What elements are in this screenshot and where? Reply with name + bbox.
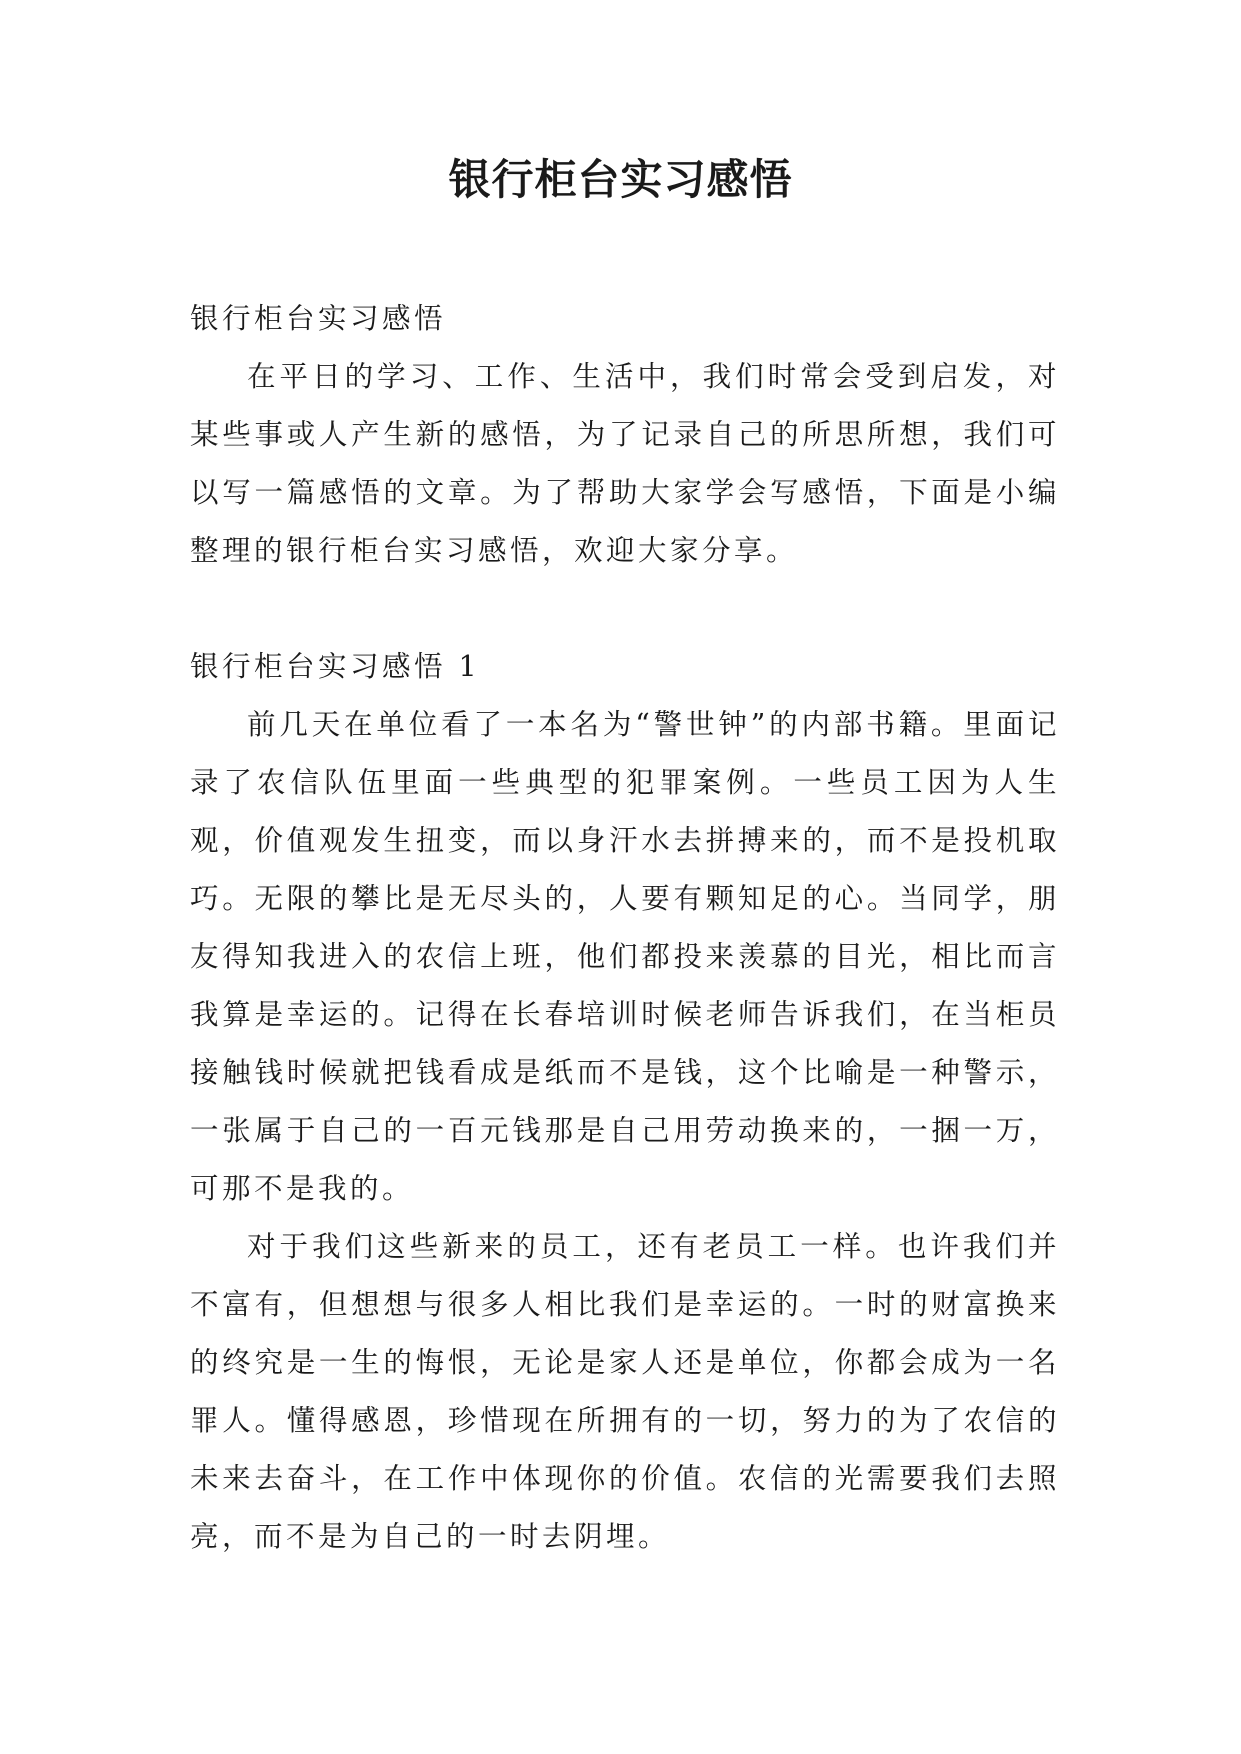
section1-paragraph-1: 前几天在单位看了一本名为“警世钟”的内部书籍。里面记录了农信队伍里面一些典型的犯罪案例。一些员工因为人生观，价值观发生扭变，而以身汗水去拼搏来的，而不是投机取巧。无限的攀比是无尽头的，人要有颗知足的心。当同学，朋友得知我进入的农信上班，他们都投来羡慕的目光，相比而言我算是幸运的。记得在长春培训时候老师告诉我们，在当柜员接触钱时候就把钱看成是纸而不是钱，这个比喻是一种警示，一张属于自己的一百元钱那是自己用劳动换来的，一捆一万，可那不是我的。 <box>190 708 1060 1205</box>
intro-heading: 银行柜台实习感悟 <box>190 302 447 335</box>
section-spacer <box>190 580 1060 638</box>
section1-heading: 银行柜台实习感悟 1 <box>190 650 481 683</box>
intro-paragraph: 在平日的学习、工作、生活中，我们时常会受到启发，对某些事或人产生新的感悟，为了记录自己的所思所想，我们可以写一篇感悟的文章。为了帮助大家学会写感悟，下面是小编整理的银行柜台实习感悟，欢迎大家分享。 <box>190 360 1060 567</box>
document-title: 银行柜台实习感悟 <box>448 155 793 204</box>
document-body <box>190 290 1060 1566</box>
section1-paragraph-2: 对于我们这些新来的员工，还有老员工一样。也许我们并不富有，但想想与很多人相比我们是幸运的。一时的财富换来的终究是一生的悔恨，无论是家人还是单位，你都会成为一名罪人。懂得感恩，珍惜现在所拥有的一切，努力的为了农信的未来去奋斗，在工作中体现你的价值。农信的光需要我们去照亮，而不是为自己的一时去阴埋。 <box>190 1230 1060 1553</box>
